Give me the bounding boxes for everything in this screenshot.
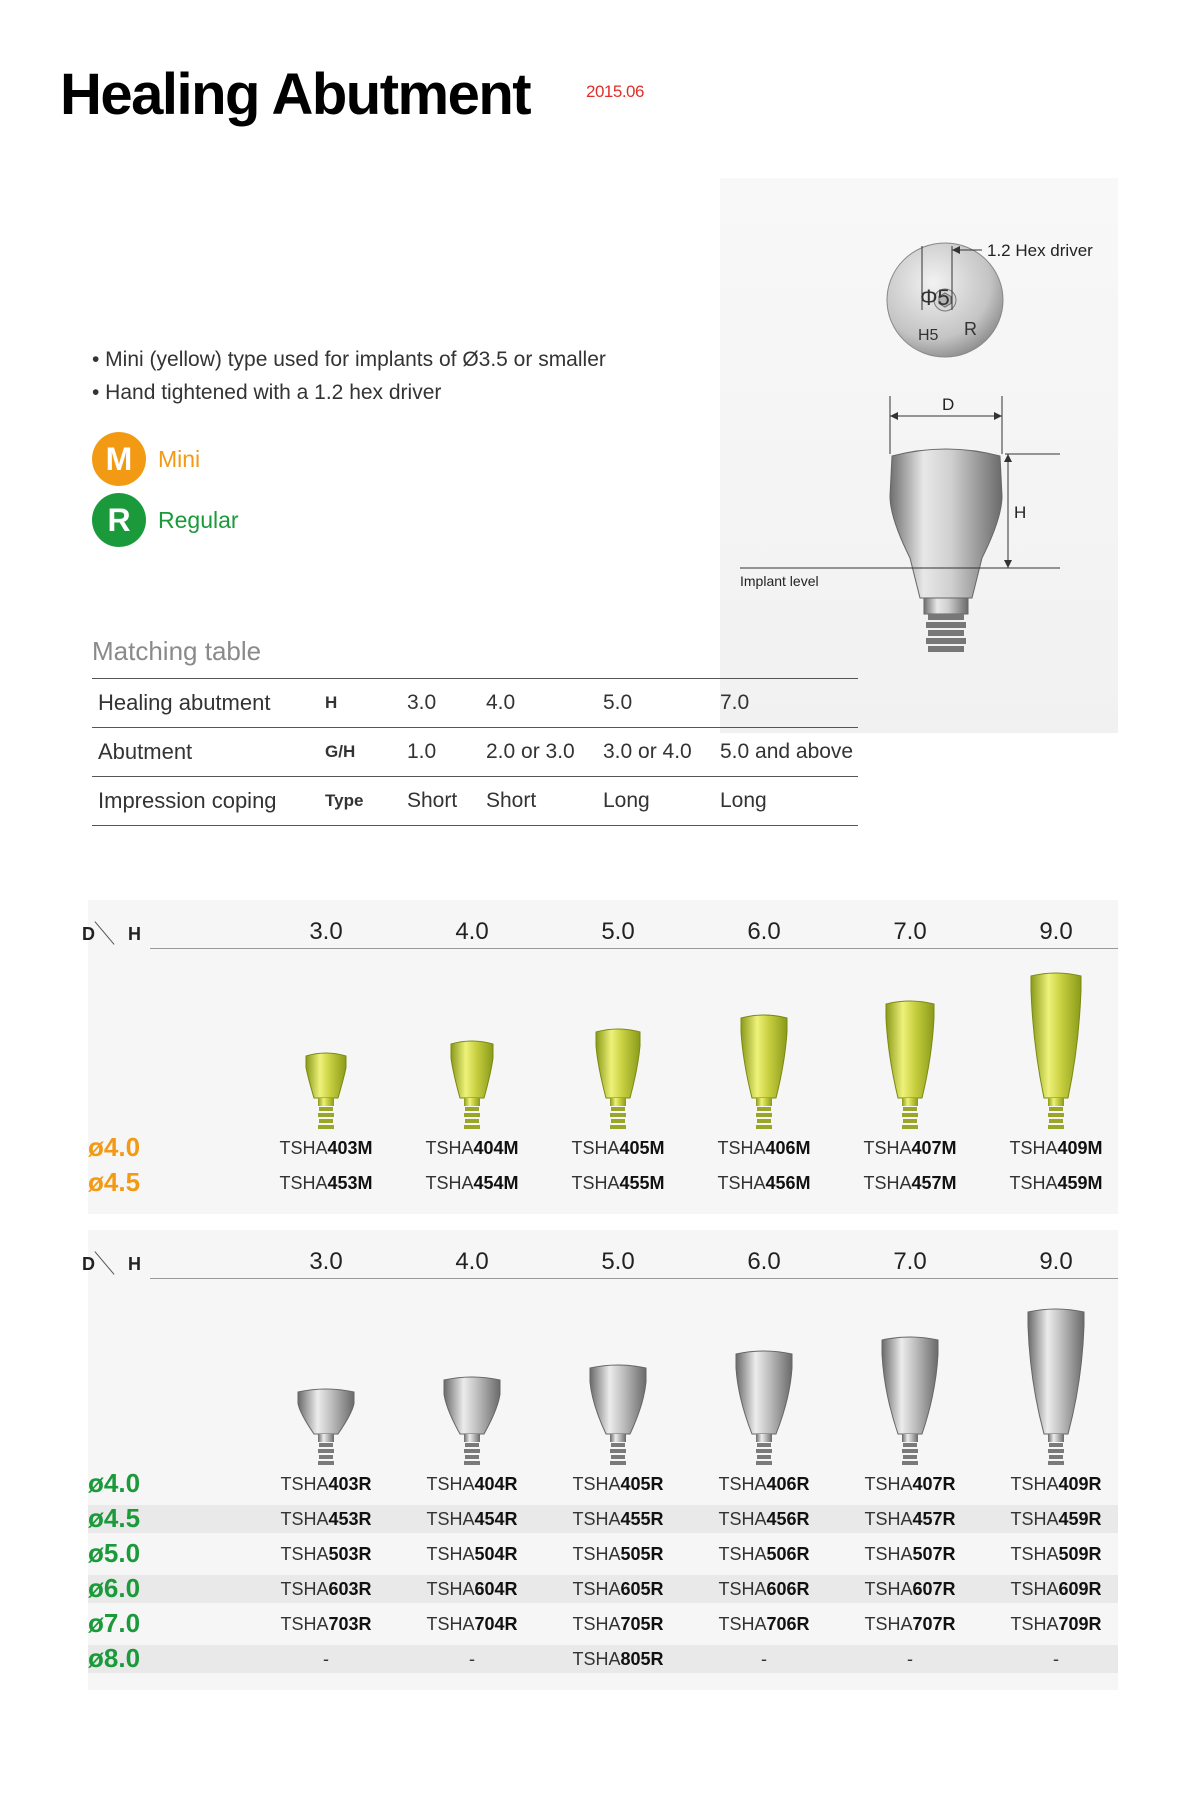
product-code [548,1544,688,1565]
product-code [986,1614,1126,1635]
code-prefix: TSHA [1010,1474,1059,1494]
h-label: H [1014,503,1027,522]
mini-abutment-image [1016,970,1096,1134]
code-number: 405M [619,1138,665,1158]
mini-badge-icon: M [92,432,146,486]
product-code [840,1579,980,1600]
revision-date: 2015.06 [586,82,644,101]
row-label: Healing abutment [92,679,325,728]
code-empty: - [1053,1649,1059,1669]
table-row [92,777,858,826]
product-code [548,1138,688,1159]
product-code [256,1579,396,1600]
code-prefix: TSHA [864,1544,913,1564]
code-prefix: TSHA [718,1509,767,1529]
product-code [694,1579,834,1600]
mini-abutment-image [724,1012,804,1134]
matching-table-heading: Matching table [92,636,262,666]
code-prefix: TSHA [571,1173,620,1193]
product-code [986,1649,1126,1670]
code-prefix: TSHA [426,1579,475,1599]
product-code [256,1614,396,1635]
code-prefix: TSHA [864,1579,913,1599]
code-number: 453M [327,1173,373,1193]
corner-d-label: D [82,924,95,944]
product-code [402,1138,542,1159]
height-header: 6.0 [747,918,781,945]
type-regular [92,493,239,547]
product-code [256,1173,396,1194]
product-code [256,1544,396,1565]
product-code [402,1544,542,1565]
table-cell: Short [407,777,486,826]
code-number: 459R [1058,1509,1102,1529]
top-diameter-mark: Φ5 [920,285,950,310]
code-prefix: TSHA [426,1474,475,1494]
code-empty: - [907,1649,913,1669]
code-prefix: TSHA [280,1509,329,1529]
code-number: 459M [1057,1173,1103,1193]
height-header: 9.0 [1039,1248,1073,1275]
regular-abutment-image [432,1374,512,1470]
page-title: Healing Abutment [60,62,531,127]
height-header: 4.0 [455,1248,489,1275]
code-number: 605R [620,1579,664,1599]
code-prefix: TSHA [425,1173,474,1193]
code-number: 455R [620,1509,664,1529]
table-row [92,728,858,777]
code-number: 805R [620,1649,664,1669]
code-prefix: TSHA [572,1579,621,1599]
abutment-diagram [720,178,1118,733]
code-prefix: TSHA [280,1614,329,1634]
code-number: 457R [912,1509,956,1529]
diameter-label: ø4.5 [88,1503,141,1533]
height-header: 3.0 [309,918,343,945]
table-cell: Long [603,777,720,826]
product-code [402,1474,542,1495]
code-prefix: TSHA [1010,1579,1059,1599]
height-header: 4.0 [455,918,489,945]
diameter-label: ø7.0 [88,1608,141,1638]
height-header: 9.0 [1039,918,1073,945]
code-number: 453R [328,1509,372,1529]
code-number: 455M [619,1173,665,1193]
code-prefix: TSHA [864,1614,913,1634]
table-cell: Long [720,777,858,826]
code-prefix: TSHA [425,1138,474,1158]
code-prefix: TSHA [279,1173,328,1193]
product-code [548,1173,688,1194]
product-code [840,1474,980,1495]
code-number: 704R [474,1614,518,1634]
code-number: 603R [328,1579,372,1599]
height-header: 3.0 [309,1248,343,1275]
implant-level-label: Implant level [740,573,819,589]
product-code [840,1173,980,1194]
diameter-label: ø4.0 [88,1468,141,1498]
bullet-hex-driver: • Hand tightened with a 1.2 hex driver [92,381,442,404]
code-prefix: TSHA [717,1138,766,1158]
code-prefix: TSHA [1010,1509,1059,1529]
code-number: 457M [911,1173,957,1193]
code-prefix: TSHA [863,1173,912,1193]
code-prefix: TSHA [718,1474,767,1494]
product-code [840,1544,980,1565]
code-number: 403R [328,1474,372,1494]
product-code [694,1138,834,1159]
code-prefix: TSHA [572,1649,621,1669]
diameter-label: ø8.0 [88,1643,141,1673]
type-mini [92,432,200,486]
regular-badge-icon: R [92,493,146,547]
code-number: 456R [766,1509,810,1529]
code-number: 506R [766,1544,810,1564]
product-code [256,1649,396,1670]
product-code [840,1614,980,1635]
code-number: 456M [765,1173,811,1193]
product-code [256,1509,396,1530]
code-prefix: TSHA [718,1579,767,1599]
product-code [402,1649,542,1670]
product-code [986,1579,1126,1600]
product-code [548,1509,688,1530]
regular-label: Regular [158,506,239,533]
product-code [402,1173,542,1194]
mini-abutment-image [578,1026,658,1134]
product-code [548,1474,688,1495]
code-prefix: TSHA [571,1138,620,1158]
code-prefix: TSHA [280,1474,329,1494]
product-code [548,1614,688,1635]
product-code [402,1579,542,1600]
code-number: 509R [1058,1544,1102,1564]
product-code [256,1474,396,1495]
product-code [986,1474,1126,1495]
product-code [840,1509,980,1530]
product-code [694,1614,834,1635]
mini-abutment-image [432,1038,512,1134]
table-cell: Short [486,777,603,826]
diameter-label: ø4.5 [88,1167,141,1197]
hex-driver-label: 1.2 Hex driver [987,241,1093,260]
header-underline [150,948,1118,949]
matching-table [92,678,858,826]
product-code [986,1544,1126,1565]
code-empty: - [469,1649,475,1669]
height-header: 6.0 [747,1248,781,1275]
product-code [840,1138,980,1159]
code-number: 407M [911,1138,957,1158]
code-prefix: TSHA [279,1138,328,1158]
mini-abutment-image [286,1050,366,1134]
bullet-mini-usage: • Mini (yellow) type used for implants of Ø3.5 or smaller [92,348,606,371]
mini-abutment-image [870,998,950,1134]
code-number: 607R [912,1579,956,1599]
product-code [694,1544,834,1565]
height-header: 7.0 [893,918,927,945]
code-number: 406R [766,1474,810,1494]
table-cell: 4.0 [486,679,603,728]
height-header: 5.0 [601,1248,635,1275]
code-prefix: TSHA [572,1544,621,1564]
product-code [694,1173,834,1194]
code-prefix: TSHA [1010,1544,1059,1564]
code-prefix: TSHA [426,1544,475,1564]
code-prefix: TSHA [280,1579,329,1599]
code-number: 403M [327,1138,373,1158]
code-number: 407R [912,1474,956,1494]
regular-abutment-image [1016,1306,1096,1470]
code-prefix: TSHA [1009,1138,1058,1158]
corner-h-label: H [128,1254,141,1274]
corner-h-label: H [128,924,141,944]
table-cell: 3.0 [407,679,486,728]
code-number: 604R [474,1579,518,1599]
product-code [402,1614,542,1635]
table-cell: 3.0 or 4.0 [603,728,720,777]
code-prefix: TSHA [426,1614,475,1634]
top-r-mark: R [964,319,977,339]
code-prefix: TSHA [1009,1173,1058,1193]
code-prefix: TSHA [280,1544,329,1564]
table-cell: 2.0 or 3.0 [486,728,603,777]
code-empty: - [761,1649,767,1669]
product-code [256,1138,396,1159]
code-prefix: TSHA [864,1509,913,1529]
product-code [402,1509,542,1530]
code-prefix: TSHA [718,1614,767,1634]
regular-abutment-image [724,1348,804,1470]
row-key: Type [325,777,407,826]
regular-abutment-image [578,1362,658,1470]
corner-d-label: D [82,1254,95,1274]
product-code [840,1649,980,1670]
code-prefix: TSHA [572,1474,621,1494]
row-label: Abutment [92,728,325,777]
code-prefix: TSHA [572,1614,621,1634]
regular-abutment-image [286,1386,366,1470]
product-code [548,1579,688,1600]
code-number: 503R [328,1544,372,1564]
row-key: G/H [325,728,407,777]
header-underline [150,1278,1118,1279]
diameter-label: ø4.0 [88,1132,141,1162]
code-number: 406M [765,1138,811,1158]
code-number: 409R [1058,1474,1102,1494]
code-number: 504R [474,1544,518,1564]
code-number: 409M [1057,1138,1103,1158]
product-code [694,1509,834,1530]
height-header: 5.0 [601,918,635,945]
diameter-label: ø5.0 [88,1538,141,1568]
code-number: 405R [620,1474,664,1494]
code-number: 705R [620,1614,664,1634]
code-prefix: TSHA [572,1509,621,1529]
regular-abutment-image [870,1334,950,1470]
table-cell: 5.0 and above [720,728,858,777]
code-prefix: TSHA [1010,1614,1059,1634]
code-number: 404R [474,1474,518,1494]
product-code [986,1509,1126,1530]
code-prefix: TSHA [718,1544,767,1564]
row-label: Impression coping [92,777,325,826]
code-number: 505R [620,1544,664,1564]
top-h-mark: H5 [918,327,939,344]
product-code [986,1173,1126,1194]
code-number: 707R [912,1614,956,1634]
code-number: 706R [766,1614,810,1634]
table-cell: 7.0 [720,679,858,728]
code-number: 703R [328,1614,372,1634]
code-prefix: TSHA [717,1173,766,1193]
mini-label: Mini [158,445,201,472]
height-header: 7.0 [893,1248,927,1275]
product-code [694,1649,834,1670]
code-number: 709R [1058,1614,1102,1634]
code-number: 507R [912,1544,956,1564]
table-cell: 5.0 [603,679,720,728]
table-row [92,679,858,728]
row-key: H [325,679,407,728]
code-prefix: TSHA [863,1138,912,1158]
code-number: 404M [473,1138,519,1158]
d-label: D [942,395,955,414]
table-cell: 1.0 [407,728,486,777]
code-empty: - [323,1649,329,1669]
product-code [986,1138,1126,1159]
code-prefix: TSHA [864,1474,913,1494]
code-number: 609R [1058,1579,1102,1599]
code-number: 606R [766,1579,810,1599]
diameter-label: ø6.0 [88,1573,141,1603]
product-code [694,1474,834,1495]
code-number: 454R [474,1509,518,1529]
code-number: 454M [473,1173,519,1193]
product-code [548,1649,688,1670]
code-prefix: TSHA [426,1509,475,1529]
